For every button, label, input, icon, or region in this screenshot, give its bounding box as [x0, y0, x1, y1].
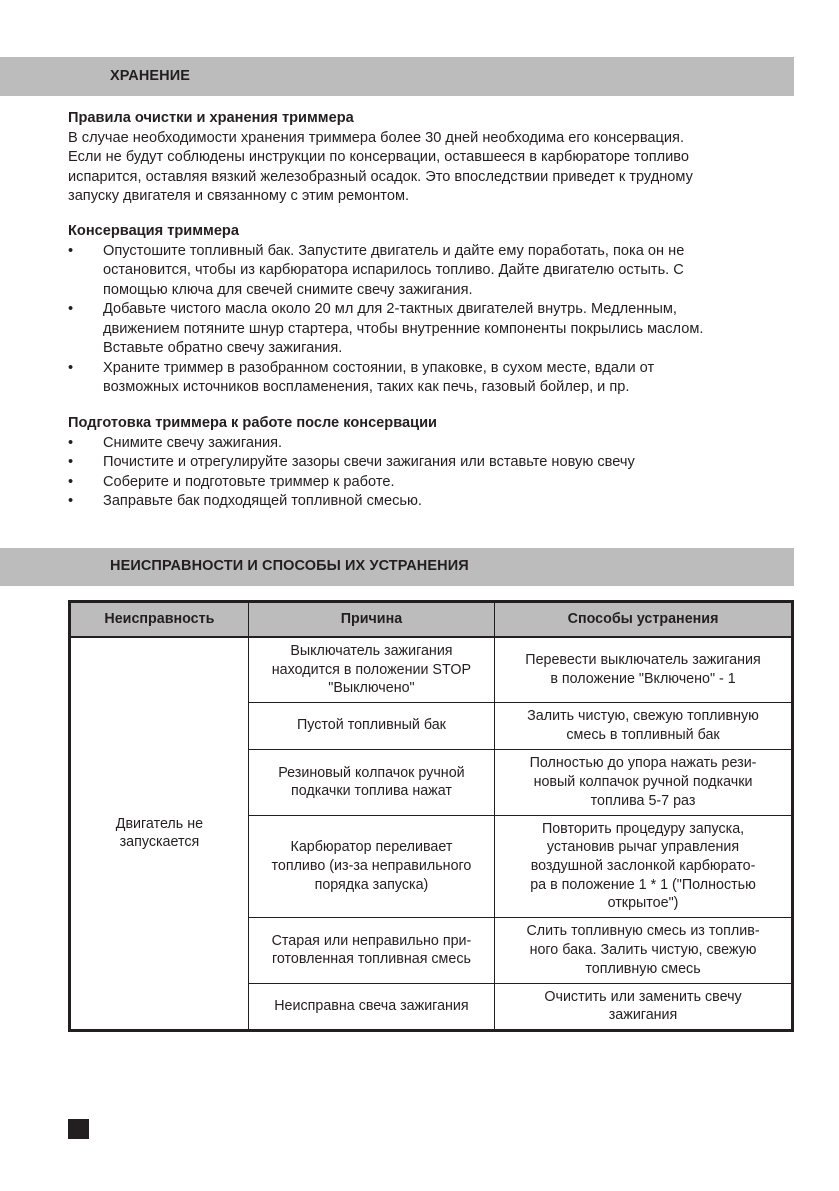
remedy-line: установив рычаг управления — [546, 839, 740, 856]
fault-line: запускается — [119, 834, 200, 851]
remedy-line: Перевести выключатель зажигания — [525, 652, 761, 669]
remedy-cell — [495, 983, 793, 1030]
column-header-remedy: Способы устранения — [495, 602, 793, 638]
cause-line: Резиновый колпачок ручной — [278, 764, 465, 781]
remedy-cell — [495, 917, 793, 983]
bullet-icon: • — [68, 473, 74, 490]
troubleshooting-table — [68, 600, 794, 1032]
remedy-line: Залить чистую, свежую топливную — [527, 708, 759, 725]
section-title-storage: ХРАНЕНИЕ — [110, 68, 191, 84]
list-item-line: остановится, чтобы из карбюратора испарилось топливо. Дайте двигателю остыть. С — [103, 262, 684, 278]
remedy-line: ра в положение 1 * 1 ("Полностью — [530, 876, 756, 893]
cause-cell — [248, 917, 494, 983]
remedy-line: воздушной заслонкой карбюрато- — [530, 857, 756, 874]
cause-cell — [248, 702, 494, 749]
trimmer-conservation — [68, 222, 788, 398]
bullet-icon: • — [68, 493, 74, 509]
list-item-line: Добавьте чистого масла около 20 мл для 2-тактных двигателей внутрь. Медленным, — [103, 301, 677, 317]
preparation-after-conservation — [68, 414, 788, 512]
remedy-line: Очистить или заменить свечу — [544, 988, 742, 1005]
remedy-line: зажигания — [608, 1007, 678, 1024]
rules-line: Если не будут соблюдены инструкции по консервации, оставшееся в карбюраторе топливо — [68, 149, 690, 165]
table-header-row — [70, 602, 793, 638]
section-band-troubleshooting — [0, 548, 794, 586]
cause-line: Неисправна свеча зажигания — [274, 998, 469, 1015]
remedy-line: Полностью до упора нажать рези- — [529, 755, 757, 772]
cause-cell — [248, 815, 494, 917]
table-row — [70, 637, 793, 702]
cause-line: готовленная топливная смесь — [271, 951, 471, 968]
page-marker-square — [68, 1119, 89, 1139]
bullet-icon: • — [68, 301, 74, 317]
list-item-line: Вставьте обратно свечу зажигания. — [103, 340, 343, 356]
list-item-text: Почистите и отрегулируйте зазоры свечи зажигания или вставьте новую свечу — [103, 454, 635, 470]
cause-cell — [248, 749, 494, 815]
cause-line: порядка запуска) — [314, 876, 429, 893]
list-item-line: движением потяните шнур стартера, чтобы внутренние компоненты покрылись маслом. — [103, 320, 704, 337]
section-title-troubleshooting: НЕИСПРАВНОСТИ И СПОСОБЫ ИХ УСТРАНЕНИЯ — [110, 558, 469, 574]
remedy-line: смесь в топливный бак — [566, 726, 720, 743]
list-item — [68, 359, 788, 398]
conservation-heading: Консервация триммера — [68, 223, 239, 239]
remedy-line: открытое") — [607, 895, 679, 912]
remedy-line: топливную смесь — [585, 960, 701, 977]
list-item-text: Заправьте бак подходящей топливной смесью. — [103, 493, 422, 509]
remedy-cell — [495, 815, 793, 917]
remedy-line: новый колпачок ручной подкачки — [533, 773, 753, 790]
cause-line: топливо (из-за неправильного — [271, 857, 472, 874]
section-band-storage — [0, 57, 794, 96]
remedy-line: топлива 5-7 раз — [590, 792, 696, 809]
remedy-cell — [495, 637, 793, 702]
bullet-icon: • — [68, 242, 74, 259]
remedy-cell — [495, 702, 793, 749]
preparation-list — [68, 434, 788, 512]
remedy-line: ного бака. Залить чистую, свежую — [529, 941, 757, 958]
rules-heading: Правила очистки и хранения триммера — [68, 110, 354, 126]
list-item-line: возможных источников воспламенения, таких как печь, газовый бойлер, и пр. — [103, 379, 630, 395]
remedy-cell — [495, 749, 793, 815]
list-item — [68, 242, 788, 301]
list-item — [68, 492, 788, 512]
cause-cell — [248, 637, 494, 702]
cause-cell — [248, 983, 494, 1030]
cleaning-storage-rules — [68, 109, 788, 207]
rules-line: запуску двигателя и связанному с этим ремонтом. — [68, 188, 410, 204]
cause-line: подкачки топлива нажат — [290, 783, 452, 800]
fault-line: Двигатель не — [115, 815, 204, 832]
cause-line: "Выключено" — [328, 680, 415, 697]
remedy-line: Слить топливную смесь из топлив- — [526, 923, 760, 940]
cause-line: Пустой топливный бак — [296, 717, 446, 734]
bullet-icon: • — [68, 434, 74, 451]
cause-line: Старая или неправильно при- — [271, 932, 472, 949]
cause-line: Выключатель зажигания — [290, 643, 453, 659]
preparation-heading: Подготовка триммера к работе после консервации — [68, 415, 438, 431]
remedy-line: Повторить процедуру запуска, — [541, 820, 745, 837]
list-item — [68, 473, 788, 493]
bullet-icon: • — [68, 454, 74, 470]
rules-line: В случае необходимости хранения триммера более 30 дней необходима его консервация. — [68, 129, 685, 146]
column-header-cause: Причина — [248, 602, 494, 638]
fault-cell — [70, 637, 249, 1030]
list-item-line: помощью ключа для свечей снимите свечу зажигания. — [103, 281, 473, 298]
conservation-list — [68, 242, 788, 398]
list-item-line: Храните триммер в разобранном состоянии, в упаковке, в сухом месте, вдали от — [103, 359, 655, 376]
rules-line: испарится, оставляя вязкий железобразный осадок. Это впоследствии приведет к трудному — [68, 168, 693, 185]
bullet-icon: • — [68, 359, 74, 376]
list-item-line: Опустошите топливный бак. Запустите двигатель и дайте ему поработать, пока он не — [103, 242, 685, 259]
cause-line: Карбюратор переливает — [290, 839, 453, 856]
column-header-fault: Неисправность — [70, 602, 249, 638]
cause-line: находится в положении STOP — [271, 661, 472, 678]
list-item-text: Соберите и подготовьте триммер к работе. — [103, 473, 395, 490]
list-item — [68, 300, 788, 359]
remedy-line: в положение "Включено" - 1 — [550, 670, 736, 687]
list-item — [68, 453, 788, 473]
list-item-text: Снимите свечу зажигания. — [103, 434, 283, 451]
list-item — [68, 434, 788, 454]
